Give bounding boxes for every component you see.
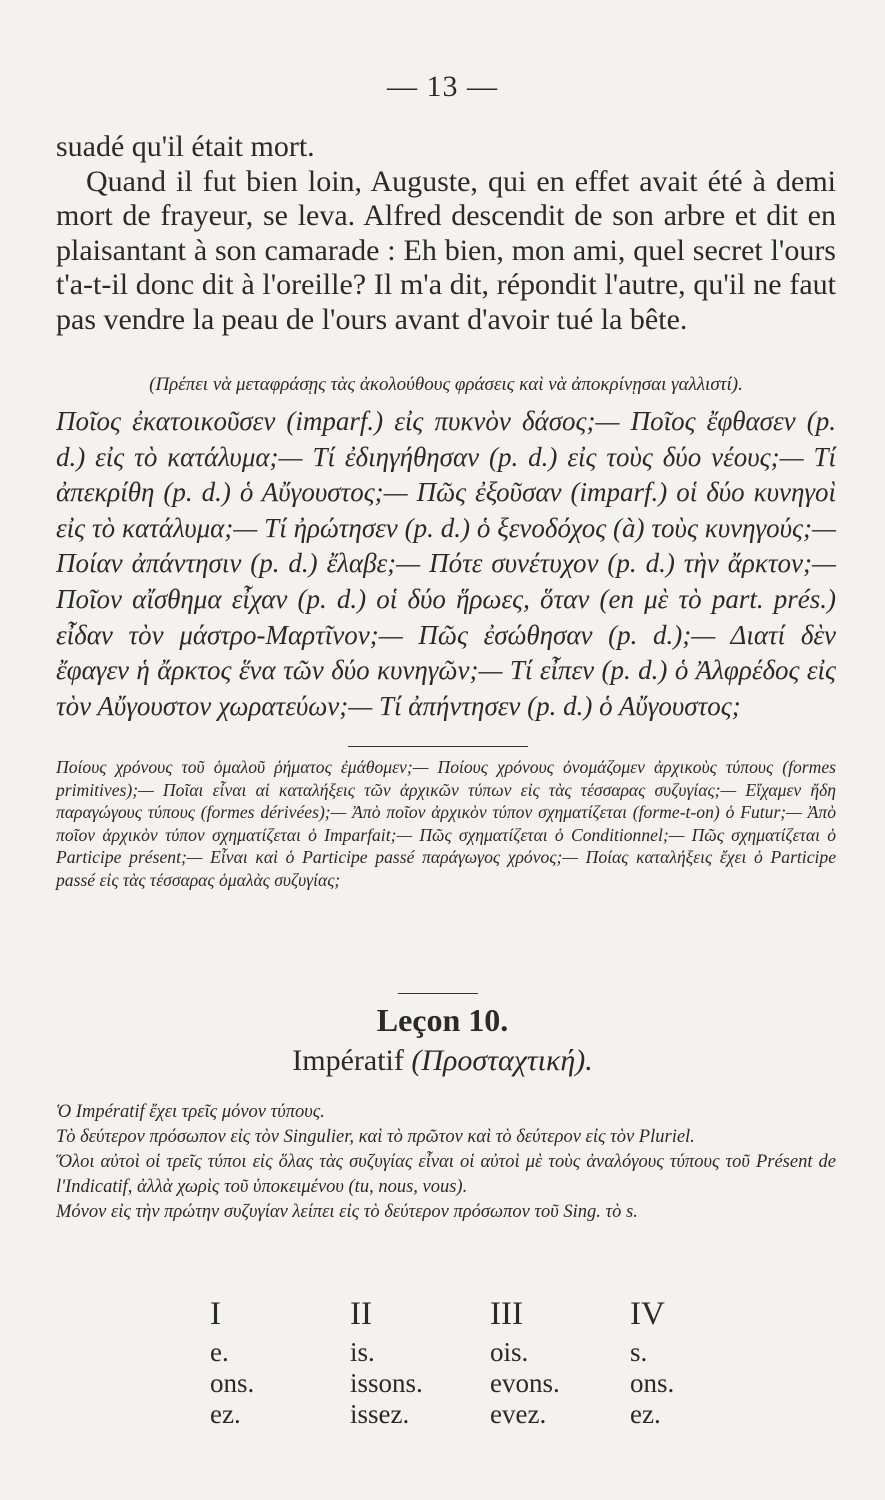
- table-cell: ons.: [210, 1368, 255, 1398]
- section-divider: [348, 746, 528, 747]
- lesson-subtitle: [0, 1044, 885, 1078]
- subtitle-greek: (Προσταχτική).: [411, 1044, 593, 1077]
- lesson-paragraph: Ὅλοι αὐτοὶ οἱ τρεῖς τύποι εἰς ὅλας τὰς συζυγίας εἶναι οἱ αὐτοὶ μὲ τοὺς ἀναλόγους τύπους τοῦ Présent de l'Indicatif, ἀλλὰ χωρὶς τοῦ ὑποκειμένου (tu, nous, vous).: [56, 1152, 836, 1197]
- table-header-row: [210, 1292, 770, 1337]
- lesson-paragraph: Τὸ δεύτερον πρόσωπον εἰς τὸν Singulier, καὶ τὸ πρῶτον καὶ τὸ δεύτερον εἰς τὸν Pluriel.: [56, 1127, 695, 1147]
- table-cell: ons.: [630, 1368, 675, 1398]
- table-cell: ois.: [490, 1337, 529, 1367]
- header-cell: III: [490, 1296, 523, 1332]
- header-cell: I: [210, 1296, 221, 1332]
- comprehension-questions: Ποῖος ἐκατοικοῦσεν (imparf.) εἰς πυκνὸν δάσος;— Ποῖος ἔφθασεν (p. d.) εἰς τὸ κατάλυμα;— Τί ἐδιηγήθησαν (p. d.) εἰς τοὺς δύο νέους;— Τί ἀπεκρίθη (p. d.) ὁ Αὔγουστος;— Πῶς ἐξοῦσαν (imparf.) οἱ δύο κυνηγοὶ εἰς τὸ κατάλυμα;— Τί ἠρώτησεν (p. d.) ὁ ξενοδόχος (à) τοὺς κυνηγούς;— Ποίαν ἀπάντησιν (p. d.) ἔλαβε;— Πότε συνέτυχον (p. d.) τὴν ἄρκτον;— Ποῖον αἴσθημα εἶχαν (p. d.) οἱ δύο ἥρωες, ὅταν (en μὲ τὸ part. prés.) εἶδαν τὸν μάστρο-Μαρτῖνον;— Πῶς ἐσώθησαν (p. d.);— Διατί δὲν ἔφαγεν ἡ ἄρκτος ἕνα τῶν δύο κυνηγῶν;— Τί εἶπεν (p. d.) ὁ Ἀλφρέδος εἰς τὸν Αὔγουστον χωρατεύων;— Τί ἀπήντησεν (p. d.) ὁ Αὔγουστος;: [56, 406, 836, 721]
- table-row: [210, 1399, 770, 1430]
- paragraph: suadé qu'il était mort.: [56, 130, 315, 163]
- conjugation-table: [210, 1292, 770, 1430]
- lesson-title: Leçon 10.: [376, 1002, 509, 1038]
- story-text: [56, 130, 836, 337]
- header-cell: II: [350, 1296, 372, 1332]
- table-cell: evez.: [490, 1399, 547, 1429]
- lesson-text: [56, 1100, 836, 1225]
- lesson-paragraph: Μόνον εἰς τὴν πρώτην συζυγίαν λείπει εἰς τὸ δεύτερον πρόσωπον τοῦ Sing. τὸ s.: [56, 1202, 638, 1222]
- section-divider: [398, 993, 478, 994]
- table-cell: evons.: [490, 1368, 560, 1398]
- table-cell: issez.: [350, 1399, 410, 1429]
- table-cell: ez.: [630, 1399, 661, 1429]
- table-cell: ez.: [210, 1399, 241, 1429]
- translation-instruction: (Πρέπει νὰ μεταφράσῃς τὰς ἀκολούθους φράσεις καὶ νὰ ἀποκρίνῃσαι γαλλιστί).: [149, 374, 743, 395]
- lesson-paragraph: Ὁ Impératif ἔχει τρεῖς μόνον τύπους.: [56, 1102, 325, 1122]
- table-row: [210, 1368, 770, 1399]
- table-cell: e.: [210, 1337, 229, 1367]
- subtitle-french: Impératif: [292, 1044, 404, 1077]
- header-cell: IV: [630, 1296, 665, 1332]
- paragraph: Quand il fut bien loin, Auguste, qui en effet avait été à demi mort de frayeur, se leva. Alfred descendit de son arbre et dit en plaisantant à son camarade : Eh bien, mon ami, quel secret l'ours t'a-t-il donc dit à l'oreille? Il m'a dit, répondit l'autre, qu'il ne faut pas vendre la peau de l'ours avant d'avoir tué la bête.: [56, 164, 836, 336]
- table-row: [210, 1337, 770, 1368]
- grammar-questions: Ποίους χρόνους τοῦ ὁμαλοῦ ῥήματος ἐμάθομεν;— Ποίους χρόνους ὀνομάζομεν ἀρχικοὺς τύπους (formes primitives);— Ποῖαι εἶναι αἱ καταλήξεις τῶν ἀρχικῶν τύπων εἰς τὰς τέσσαρας συζυγίας;— Εἴχαμεν ἤδη παραγώγους τύπους (formes dérivées);— Ἀπὸ ποῖον ἀρχικὸν τύπον σχηματίζεται (forme-t-on) ὁ Futur;— Ἀπὸ ποῖον ἀρχικὸν τύπον σχηματίζεται ὁ Imparfait;— Πῶς σχηματίζεται ὁ Conditionnel;— Πῶς σχηματίζεται ὁ Participe présent;— Εἶναι καὶ ὁ Participe passé παράγωγος χρόνος;— Ποίας καταλήξεις ἔχει ὁ Participe passé εἰς τὰς τέσσαρας ὁμαλὰς συζυγίας;: [56, 757, 836, 890]
- table-cell: s.: [630, 1337, 648, 1367]
- table-cell: issons.: [350, 1368, 423, 1398]
- page-number: — 13 —: [387, 70, 498, 103]
- table-cell: is.: [350, 1337, 375, 1367]
